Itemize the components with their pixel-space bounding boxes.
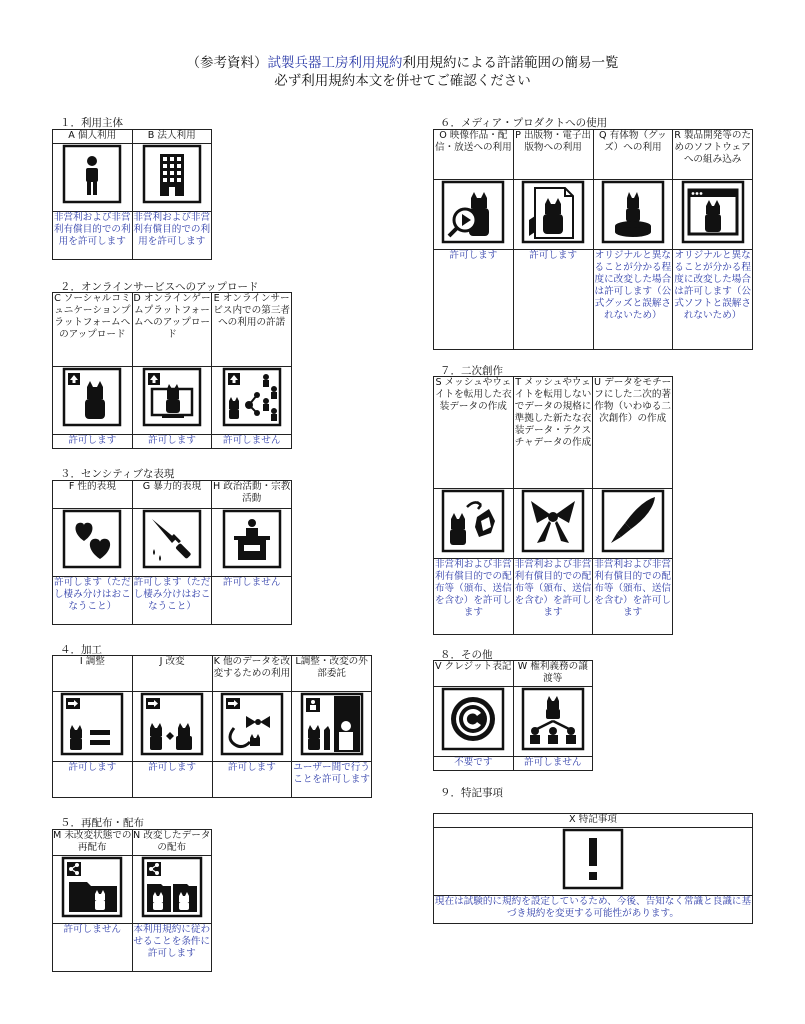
- item-e-icon-cell: [212, 367, 292, 435]
- item-h-status: 許可しません: [212, 577, 292, 625]
- item-a-status: 非営利および非営利有償目的での利用を許可します: [53, 212, 133, 260]
- item-m-icon-cell: [53, 856, 133, 924]
- item-l-icon-cell: [292, 692, 372, 762]
- knife-icon: [142, 509, 202, 569]
- section-2-table: [52, 292, 292, 449]
- exclamation-icon: [562, 828, 624, 890]
- ribbon-cat-icon: [220, 692, 284, 756]
- mesh-cat-icon: [441, 489, 505, 553]
- item-g-icon-cell: [132, 509, 212, 577]
- item-q-header: Q 有体物（グッズ）への利用: [593, 130, 673, 180]
- item-p-status: 許可します: [513, 250, 593, 350]
- document-title: [0, 51, 805, 71]
- item-e-header: E オンラインサービス内での第三者への利用の許諾: [212, 293, 292, 367]
- section-1-table: [52, 129, 212, 260]
- item-d-status: 許可します: [132, 435, 212, 449]
- item-n-icon-cell: [132, 856, 212, 924]
- item-n-header: N 改変したデータの配布: [132, 830, 212, 856]
- item-j-header: J 改変: [132, 656, 212, 692]
- item-k-icon-cell: [212, 692, 292, 762]
- item-r-header: R 製品開発等のためのソフトウェアへの組み込み: [673, 130, 753, 180]
- item-r-status: オリジナルと異なることが分かる程度に改変した場合は許可します（公式ソフトと誤解されないため）: [673, 250, 753, 350]
- section-4-label: ４．加工: [60, 644, 102, 656]
- section-3-table: [52, 480, 292, 625]
- redistribute-icon: [61, 856, 123, 918]
- ribbon-icon: [521, 489, 585, 553]
- item-s-status: 非営利および非営利有償目的での配布等（頒布、送信を含む）を許可します: [434, 559, 514, 635]
- item-f-icon-cell: [53, 509, 133, 577]
- section-1-label: １．利用主体: [60, 117, 123, 129]
- section-6-label: ６．メディア・プロダクトへの使用: [440, 117, 608, 129]
- title-suffix: 利用規約による許諾範囲の簡易一覧: [402, 55, 619, 71]
- hearts-icon: [62, 509, 122, 569]
- item-o-header: O 映像作品・配信・放送への利用: [434, 130, 514, 180]
- item-e-status: 許可しません: [212, 435, 292, 449]
- item-v-icon-cell: [434, 687, 514, 757]
- item-h-header: H 政治活動・宗教活動: [212, 481, 292, 509]
- item-p-header: P 出版物・電子出版物への利用: [513, 130, 593, 180]
- item-v-header: V クレジット表記: [434, 661, 514, 687]
- item-g-status: 許可します（ただし棲み分けはおこなうこと）: [132, 577, 212, 625]
- section-6-table: [433, 129, 753, 350]
- transfer-icon: [521, 687, 585, 751]
- item-m-header: M 未改変状態での再配布: [53, 830, 133, 856]
- podium-icon: [222, 509, 282, 569]
- section-2-label: ２．オンラインサービスへのアップロード: [60, 281, 259, 293]
- item-u-status: 非営利および非営利有償目的での配布等（頒布、送信を含む）を許可します: [593, 559, 673, 635]
- building-icon: [142, 144, 202, 204]
- pen-icon: [601, 489, 665, 553]
- item-d-icon-cell: [132, 367, 212, 435]
- upload-game-cat-icon: [142, 367, 202, 427]
- item-u-header: U データをモチーフにした二次的著作物（いわゆる二次創作）の作成: [593, 377, 673, 489]
- item-b-header: B 法人利用: [132, 130, 212, 144]
- section-9-table: [433, 813, 753, 924]
- item-h-icon-cell: [212, 509, 292, 577]
- item-q-icon-cell: [593, 180, 673, 250]
- item-c-status: 許可します: [53, 435, 133, 449]
- item-u-icon-cell: [593, 489, 673, 559]
- video-cat-icon: [441, 180, 505, 244]
- item-c-header: C ソーシャルコミュニケーションプラットフォームへのアップロード: [53, 293, 133, 367]
- item-c-icon-cell: [53, 367, 133, 435]
- item-q-status: オリジナルと異なることが分かる程度に改変した場合は許可します（公式グッズと誤解されないため）: [593, 250, 673, 350]
- item-j-status: 許可します: [132, 762, 212, 798]
- upload-share-icon: [222, 367, 282, 427]
- person-icon: [62, 144, 122, 204]
- item-d-header: D オンラインゲームプラットフォームへのアップロード: [132, 293, 212, 367]
- section-4-table: [52, 655, 372, 798]
- document-subtitle: 必ず利用規約本文を併せてご確認ください: [274, 73, 531, 89]
- software-cat-icon: [681, 180, 745, 244]
- item-g-header: G 暴力的表現: [132, 481, 212, 509]
- goods-cat-icon: [601, 180, 665, 244]
- section-7-label: ７．二次創作: [440, 365, 503, 377]
- item-j-icon-cell: [132, 692, 212, 762]
- item-i-status: 許可します: [53, 762, 133, 798]
- item-o-icon-cell: [434, 180, 514, 250]
- item-x-header: X 特記事項: [434, 814, 753, 828]
- item-w-icon-cell: [513, 687, 593, 757]
- section-3-label: ３．センシティブな表現: [60, 468, 175, 480]
- item-k-header: K 他のデータを改変するための利用: [212, 656, 292, 692]
- item-f-header: F 性的表現: [53, 481, 133, 509]
- item-o-status: 許可します: [434, 250, 514, 350]
- upload-cat-icon: [62, 367, 122, 427]
- publication-cat-icon: [521, 180, 585, 244]
- item-t-status: 非営利および非営利有償目的での配布等（頒布、送信を含む）を許可します: [513, 559, 593, 635]
- item-w-header: W 権利義務の譲渡等: [513, 661, 593, 687]
- item-i-icon-cell: [53, 692, 133, 762]
- item-p-icon-cell: [513, 180, 593, 250]
- item-x-icon-cell: [434, 828, 753, 896]
- modify-icon: [140, 692, 204, 756]
- terms-link[interactable]: 試製兵器工房利用規約: [267, 55, 403, 71]
- item-x-status: 現在は試験的に規約を設定しているため、今後、告知なく常識と良識に基づき規約を変更する可能性があります。: [434, 896, 753, 924]
- item-a-header: A 個人利用: [53, 130, 133, 144]
- distribute-modified-icon: [141, 856, 203, 918]
- item-w-status: 許可しません: [513, 757, 593, 771]
- section-8-label: ８．その他: [440, 649, 493, 661]
- item-t-header: T メッシュやウェイトを転用しないでデータの規格に準拠した新たな衣装データ・テクスチャデータの作成: [513, 377, 593, 489]
- section-7-table: [433, 376, 673, 635]
- adjust-icon: [60, 692, 124, 756]
- item-l-header: L調整・改変の外部委託: [292, 656, 372, 692]
- section-5-table: [52, 829, 212, 972]
- item-f-status: 許可します（ただし棲み分けはおこなうこと）: [53, 577, 133, 625]
- item-s-icon-cell: [434, 489, 514, 559]
- item-s-header: S メッシュやウェイトを転用した衣装データの作成: [434, 377, 514, 489]
- item-m-status: 許可しません: [53, 924, 133, 972]
- item-n-status: 本利用規約に従わせることを条件に許可します: [132, 924, 212, 972]
- item-r-icon-cell: [673, 180, 753, 250]
- section-5-label: ５．再配布・配布: [60, 817, 144, 829]
- item-t-icon-cell: [513, 489, 593, 559]
- item-b-icon-cell: [132, 144, 212, 212]
- section-8-table: [433, 660, 593, 771]
- title-prefix: （参考資料）: [186, 55, 268, 71]
- item-i-header: I 調整: [53, 656, 133, 692]
- item-b-status: 非営利および非営利有償目的での利用を許可します: [132, 212, 212, 260]
- outsource-icon: [300, 692, 364, 756]
- copyright-icon: [441, 687, 505, 751]
- section-9-label: ９．特記事項: [440, 787, 503, 799]
- item-k-status: 許可します: [212, 762, 292, 798]
- item-a-icon-cell: [53, 144, 133, 212]
- item-l-status: ユーザー間で行うことを許可します: [292, 762, 372, 798]
- item-v-status: 不要です: [434, 757, 514, 771]
